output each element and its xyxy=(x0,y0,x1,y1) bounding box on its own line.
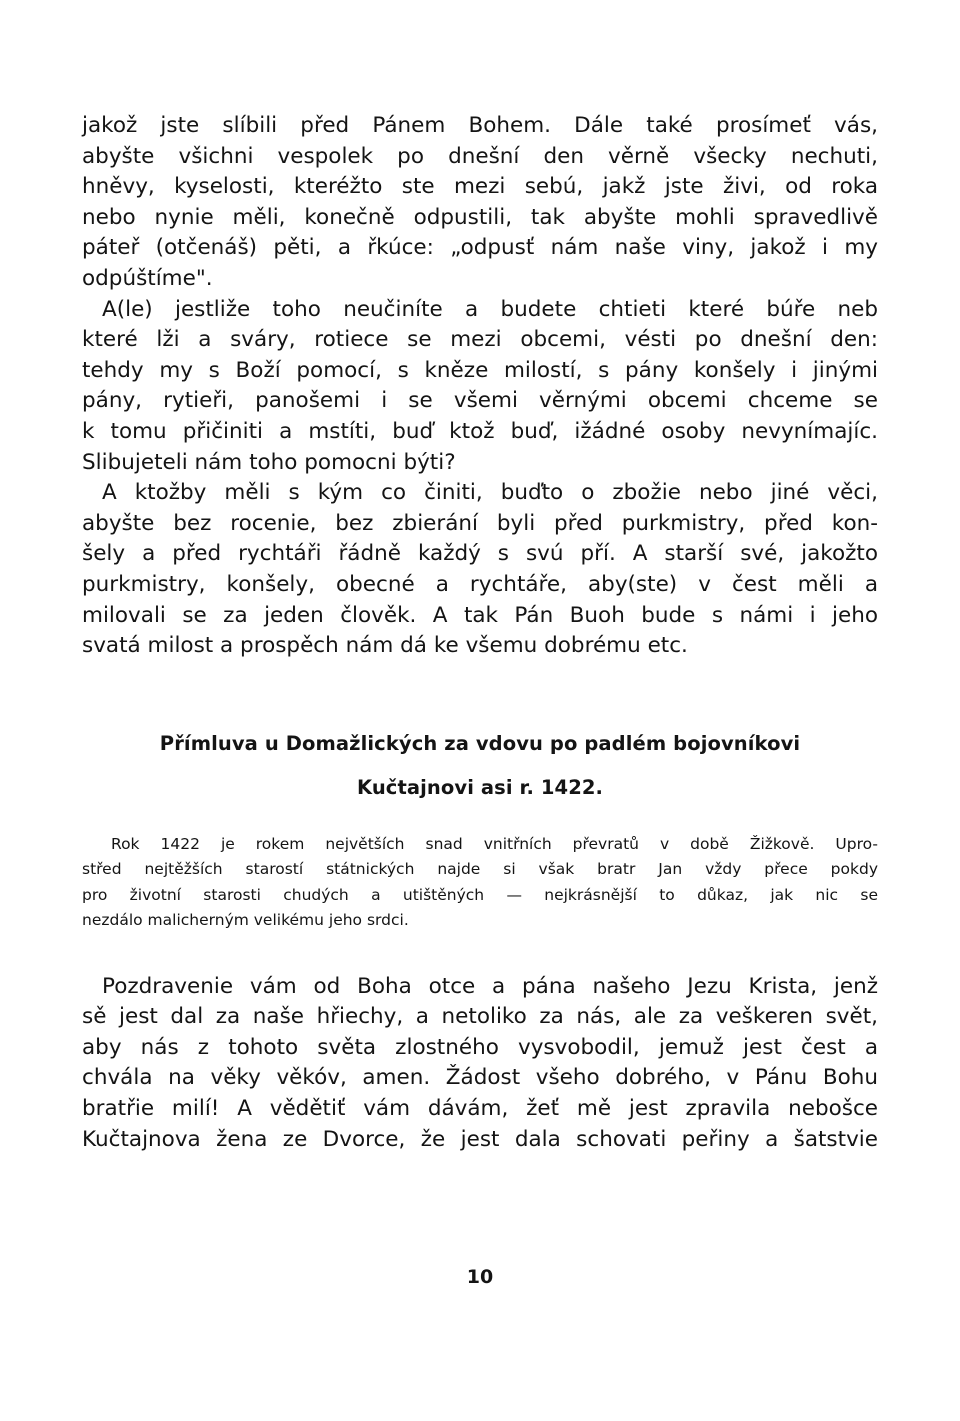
page-content xyxy=(82,111,878,1155)
paragraph-warning xyxy=(82,295,878,479)
text-line: A ktožby měli s kým co činiti, buďto o zbožie nebo jiné věci, xyxy=(102,480,878,506)
intro-line: nezdálo malicherným velikému jeho srdci. xyxy=(82,911,409,930)
letter-line: chvála na věky věkóv, amen. Žádost všeho dobrého, v Pánu Bohu xyxy=(82,1065,878,1091)
text-line: Slibujeteli nám toho pomocni býti? xyxy=(82,449,456,475)
text-line: A(le) jestliže toho neučiníte a budete chtieti které búře neb xyxy=(102,296,878,322)
text-line: tehdy my s Boží pomocí, s kněze milostí, s pány konšely i jinými xyxy=(82,357,878,383)
text-line: purkmistry, konšely, obecné a rychtáře, aby(ste) v čest měli a xyxy=(82,571,878,597)
text-line: milovali se za jeden člověk. A tak Pán Buoh bude s námi i jeho xyxy=(82,602,878,628)
section-heading xyxy=(82,722,878,810)
intro-line: Rok 1422 je rokem největších snad vnitřních převratů v době Žižkově. Upro- xyxy=(111,834,878,853)
text-line: nebo nynie měli, konečně odpustili, tak abyšte mohli spravedlivě xyxy=(82,204,878,230)
section-spacer xyxy=(82,662,878,722)
editor-introduction xyxy=(82,832,878,934)
text-line: k tomu přičiniti a mstíti, buď ktož buď, ižádné osoby nevynímajíc. xyxy=(82,418,878,444)
text-line: páteř (otčenáš) pěti, a řkúce: „odpusť nám naše viny, jakož i my xyxy=(82,235,878,261)
letter-text xyxy=(82,972,878,1156)
text-line: které lži a sváry, rotiece se mezi obcemi, vésti po dnešní den: xyxy=(82,327,878,353)
letter-line: sě jest dal za naše hřiechy, a netoliko za nás, ale za veškeren svět, xyxy=(82,1004,878,1030)
text-line: svatá milost a prospěch nám dá ke všemu dobrému etc. xyxy=(82,633,688,659)
paragraph-disputes xyxy=(82,478,878,662)
letter-line: aby nás z tohoto světa zlostného vysvobodil, jemuž jest čest a xyxy=(82,1034,878,1060)
letter-line: bratřie milí! A vědětiť vám dávám, žeť mě jest zpravila nebošce xyxy=(82,1096,878,1122)
letter-line: Pozdravenie vám od Boha otce a pána našeho Jezu Krista, jenž xyxy=(102,973,878,999)
text-line: pány, rytieři, panošemi i se všemi věrnými obcemi chceme se xyxy=(82,388,878,414)
letter-line: Kučtajnova žena ze Dvorce, že jest dala schovati peřiny a šatstvie xyxy=(82,1126,878,1152)
intro-line: pro životní starosti chudých a utištěných — nejkrásnější to důkaz, jak nic se xyxy=(82,885,878,904)
intro-line: střed nejtěžších starostí státnických najde si však bratr Jan vždy přece pokdy xyxy=(82,860,878,879)
text-line: šely a před rychtáři řádně každý s svú pří. A starší své, jakožto xyxy=(82,541,878,567)
heading-line-1: Přímluva u Domažlických za vdovu po padlém bojovníkovi xyxy=(159,731,801,755)
page-number: 10 xyxy=(466,1266,494,1288)
text-line: hněvy, kyselosti, kteréžto ste mezi sebú, jakž jste živi, od roka xyxy=(82,174,878,200)
paragraph-oath-end xyxy=(82,111,878,295)
text-line: abyšte bez rocenie, bez zbierání byli před purkmistry, před kon- xyxy=(82,510,878,536)
text-line: odpúštíme". xyxy=(82,265,213,291)
text-line: jakož jste slíbili před Pánem Bohem. Dále také prosímeť vás, xyxy=(82,113,878,138)
heading-line-2: Kučtajnovi asi r. 1422. xyxy=(356,775,604,799)
text-line: abyšte všichni vespolek po dnešní den věrně všecky nechuti, xyxy=(82,143,878,169)
